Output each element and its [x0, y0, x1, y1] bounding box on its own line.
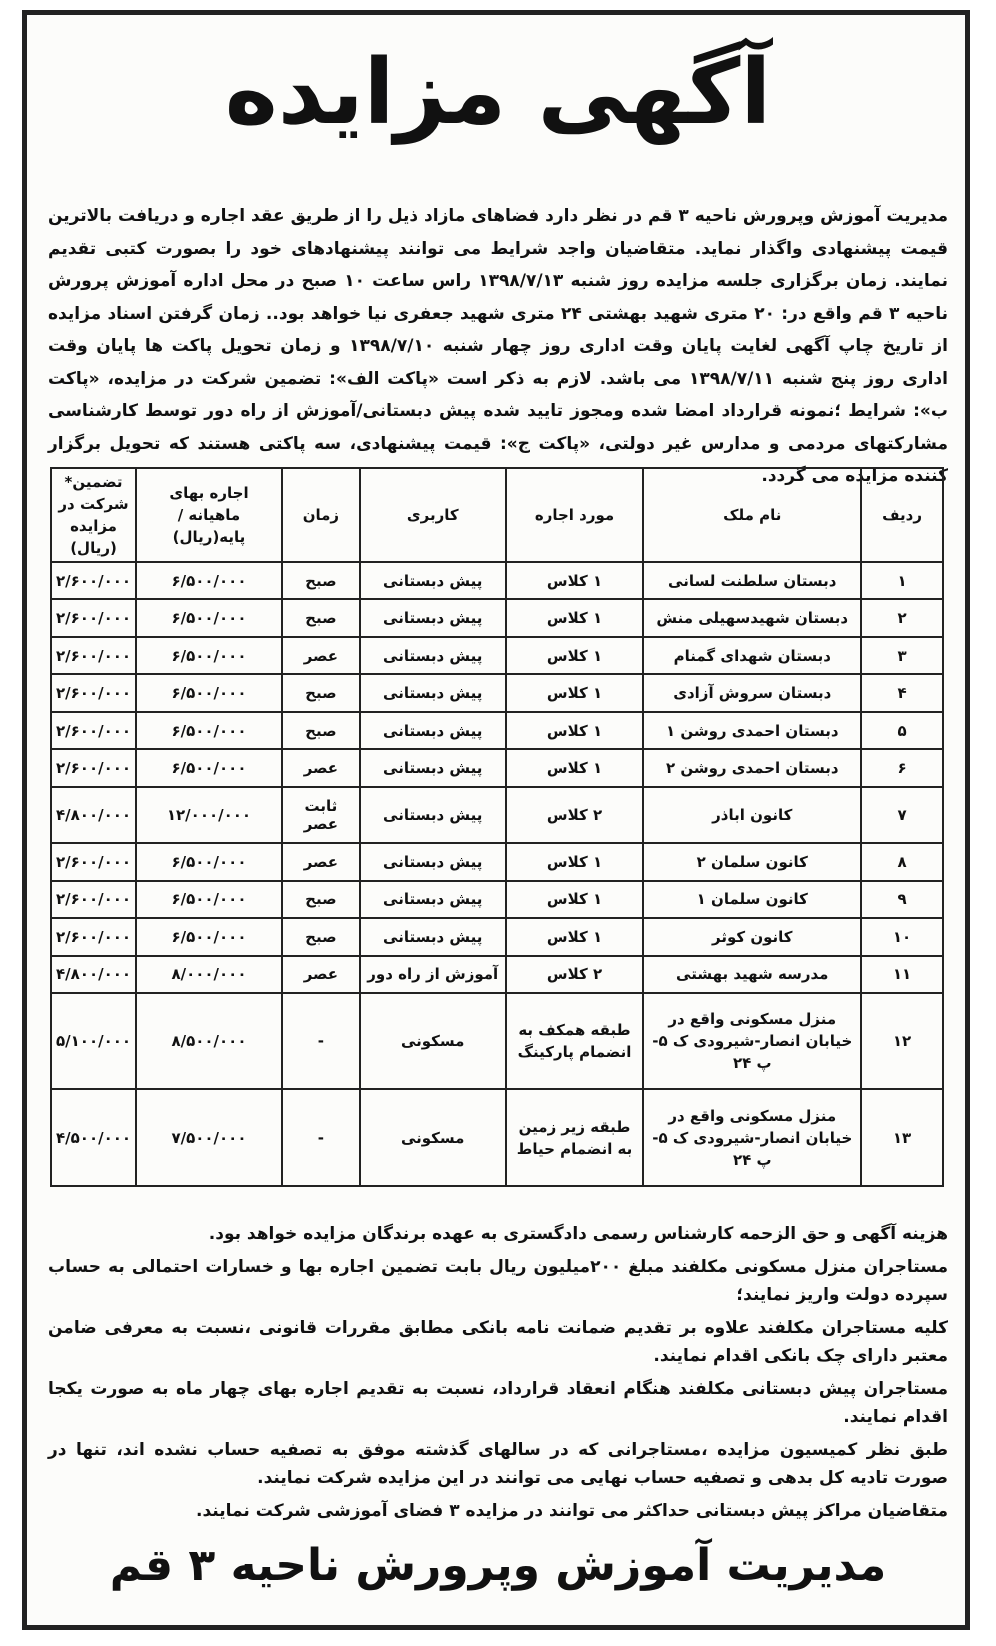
cell-lease-item: ۱ کلاس [506, 918, 644, 955]
cell-monthly-rent: ۷/۵۰۰/۰۰۰ [136, 1089, 282, 1186]
cell-time: عصر [282, 843, 360, 880]
footer-signature: مدیریت آموزش وپرورش ناحیه ۳ قم [109, 1540, 887, 1591]
cell-property-name: دبستان شهدای گمنام [643, 637, 861, 674]
table-row [51, 956, 943, 993]
cell-time: صبح [282, 881, 360, 918]
cell-lease-item: ۱ کلاس [506, 881, 644, 918]
table-row [51, 993, 943, 1089]
cell-monthly-rent: ۶/۵۰۰/۰۰۰ [136, 881, 282, 918]
cell-time: صبح [282, 562, 360, 599]
note-item: هزینه آگهی و حق الزحمه کارشناس رسمی دادگستری به عهده برندگان مزایده خواهد بود. [208, 1224, 948, 1244]
cell-lease-item: ۱ کلاس [506, 674, 644, 711]
table-row [51, 787, 943, 843]
table-row [51, 1089, 943, 1186]
cell-usage: پیش دبستانی [360, 881, 506, 918]
cell-property-name: کانون سلمان ۲ [643, 843, 861, 880]
header-row-number: ردیف [861, 468, 943, 562]
note-item: متقاضیان مراکز پیش دبستانی حداکثر می توانند در مزایده ۳ فضای آموزشی شرکت نمایند. [196, 1500, 948, 1521]
cell-deposit: ۴/۸۰۰/۰۰۰ [51, 787, 136, 843]
cell-property-name: دبستان احمدی روشن ۱ [643, 712, 861, 749]
cell-row-number: ۲ [861, 599, 943, 636]
cell-property-name: دبستان سلطنت لسانی [643, 562, 861, 599]
cell-row-number: ۱ [861, 562, 943, 599]
cell-lease-item: ۱ کلاس [506, 749, 644, 786]
cell-property-name: دبستان سروش آزادی [643, 674, 861, 711]
cell-property-name: دبستان احمدی روشن ۲ [643, 749, 861, 786]
cell-usage: پیش دبستانی [360, 843, 506, 880]
cell-deposit: ۵/۱۰۰/۰۰۰ [51, 993, 136, 1089]
cell-row-number: ۱۳ [861, 1089, 943, 1186]
table-row [51, 599, 943, 636]
header-usage: کاربری [360, 468, 506, 562]
cell-time: - [282, 1089, 360, 1186]
table-row [51, 637, 943, 674]
cell-lease-item: طبقه همکف به انضمام پارکینگ [506, 993, 644, 1089]
notes-section [48, 1220, 948, 1529]
cell-row-number: ۶ [861, 749, 943, 786]
cell-monthly-rent: ۶/۵۰۰/۰۰۰ [136, 712, 282, 749]
cell-row-number: ۱۲ [861, 993, 943, 1089]
cell-row-number: ۱۰ [861, 918, 943, 955]
table-row [51, 674, 943, 711]
cell-property-name: کانون کوثر [643, 918, 861, 955]
cell-monthly-rent: ۸/۵۰۰/۰۰۰ [136, 993, 282, 1089]
cell-property-name: دبستان شهیدسهیلی منش [643, 599, 861, 636]
cell-time: صبح [282, 918, 360, 955]
cell-usage: پیش دبستانی [360, 918, 506, 955]
cell-property-name: منزل مسکونی واقع در خیابان انصار-شیرودی ک ۵-پ ۲۴ [643, 993, 861, 1089]
cell-lease-item: ۱ کلاس [506, 562, 644, 599]
cell-row-number: ۳ [861, 637, 943, 674]
cell-deposit: ۲/۶۰۰/۰۰۰ [51, 674, 136, 711]
cell-usage: پیش دبستانی [360, 599, 506, 636]
cell-monthly-rent: ۶/۵۰۰/۰۰۰ [136, 674, 282, 711]
cell-row-number: ۹ [861, 881, 943, 918]
cell-monthly-rent: ۶/۵۰۰/۰۰۰ [136, 843, 282, 880]
table-row [51, 843, 943, 880]
header-time: زمان [282, 468, 360, 562]
cell-usage: آموزش از راه دور [360, 956, 506, 993]
note-item: کلیه مستاجران مکلفند علاوه بر تقدیم ضمانت نامه بانکی مطابق مقررات قانونی ،نسبت به معرفی ضامن معتبر دارای چک بانکی اقدام نمایند. [48, 1317, 948, 1366]
cell-monthly-rent: ۶/۵۰۰/۰۰۰ [136, 918, 282, 955]
table-header-row [51, 468, 943, 562]
header-property-name: نام ملک [643, 468, 861, 562]
cell-usage: پیش دبستانی [360, 787, 506, 843]
cell-lease-item: ۱ کلاس [506, 599, 644, 636]
cell-usage: مسکونی [360, 1089, 506, 1186]
intro-paragraph: مدیریت آموزش وپرورش ناحیه ۳ قم در نظر دارد فضاهای مازاد ذیل را از طریق عقد اجاره و دریافت بالاترین قیمت پیشنهادی واگذار نماید. متقاضیان واجد شرایط می توانند پیشنهادهای خود را بصورت کتبی تقدیم نمایند. زمان برگزاری جلسه مزایده روز شنبه ۱۳۹۸/۷/۱۳ راس ساعت ۱۰ صبح در محل اداره آموزش پرورش ناحیه ۳ قم واقع در: ۲۰ متری شهید بهشتی ۲۴ متری شهید جعفری نیا خواهد بود.. زمان گرفتن اسناد مزایده از تاریخ چاپ آگهی لغایت پایان وقت اداری روز چهار شنبه ۱۳۹۸/۷/۱۰ و زمان تحویل پاکت ها پایان وقت اداری روز پنج شنبه ۱۳۹۸/۷/۱۱ می باشد. لازم به ذکر است «پاکت الف»: تضمین شرکت در مزایده، «پاکت ب»: شرایط ؛نمونه قرارداد امضا شده ومجوز تایید شده پیش دبستانی/آموزش از راه دور توسط کارشناسی مشارکتهای مردمی و مدارس غیر دولتی، «پاکت ج»: قیمت پیشنهادی، سه پاکتی هستند که تحویل برگزار کننده مزایده می گردد. [48, 206, 948, 486]
cell-lease-item: ۱ کلاس [506, 637, 644, 674]
table-row [51, 749, 943, 786]
cell-row-number: ۱۱ [861, 956, 943, 993]
table-row [51, 918, 943, 955]
note-item: طبق نظر کمیسیون مزایده ،مستاجرانی که در سالهای گذشته موفق به تصفیه حساب نشده اند، تنها در صورت تادیه کل بدهی و تصفیه حساب نهایی می توانند در این مزایده شرکت نمایند. [48, 1439, 948, 1488]
cell-deposit: ۲/۶۰۰/۰۰۰ [51, 843, 136, 880]
cell-deposit: ۴/۵۰۰/۰۰۰ [51, 1089, 136, 1186]
cell-time: عصر [282, 749, 360, 786]
cell-row-number: ۴ [861, 674, 943, 711]
page-title: آگهی مزایده [224, 40, 772, 145]
cell-usage: پیش دبستانی [360, 674, 506, 711]
note-item: مستاجران منزل مسکونی مکلفند مبلغ ۲۰۰میلیون ریال بابت تضمین اجاره بها و خسارات احتمالی به حساب سپرده دولت واریز نمایند؛ [48, 1256, 948, 1305]
table-row [51, 562, 943, 599]
cell-usage: پیش دبستانی [360, 749, 506, 786]
cell-deposit: ۲/۶۰۰/۰۰۰ [51, 562, 136, 599]
cell-usage: مسکونی [360, 993, 506, 1089]
cell-usage: پیش دبستانی [360, 712, 506, 749]
cell-time: صبح [282, 712, 360, 749]
cell-lease-item: ۱ کلاس [506, 843, 644, 880]
table-row [51, 712, 943, 749]
header-lease-item: مورد اجاره [506, 468, 644, 562]
cell-monthly-rent: ۶/۵۰۰/۰۰۰ [136, 749, 282, 786]
cell-monthly-rent: ۶/۵۰۰/۰۰۰ [136, 562, 282, 599]
cell-deposit: ۴/۸۰۰/۰۰۰ [51, 956, 136, 993]
header-deposit: تضمین* شرکت در مزایده (ریال) [51, 468, 136, 562]
cell-row-number: ۸ [861, 843, 943, 880]
cell-property-name: مدرسه شهید بهشتی [643, 956, 861, 993]
cell-lease-item: ۱ کلاس [506, 712, 644, 749]
cell-time: ثابت عصر [282, 787, 360, 843]
cell-row-number: ۷ [861, 787, 943, 843]
cell-monthly-rent: ۶/۵۰۰/۰۰۰ [136, 637, 282, 674]
cell-lease-item: طبقه زیر زمین به انضمام حیاط [506, 1089, 644, 1186]
cell-property-name: منزل مسکونی واقع در خیابان انصار-شیرودی ک ۵-پ ۲۴ [643, 1089, 861, 1186]
cell-property-name: کانون اباذر [643, 787, 861, 843]
cell-monthly-rent: ۱۲/۰۰۰/۰۰۰ [136, 787, 282, 843]
cell-usage: پیش دبستانی [360, 562, 506, 599]
cell-row-number: ۵ [861, 712, 943, 749]
cell-lease-item: ۲ کلاس [506, 787, 644, 843]
cell-time: عصر [282, 637, 360, 674]
cell-time: صبح [282, 599, 360, 636]
cell-deposit: ۲/۶۰۰/۰۰۰ [51, 918, 136, 955]
cell-lease-item: ۲ کلاس [506, 956, 644, 993]
cell-usage: پیش دبستانی [360, 637, 506, 674]
auction-table [50, 467, 944, 1187]
note-item: مستاجران پیش دبستانی مکلفند هنگام انعقاد قرارداد، نسبت به تقدیم اجاره بهای چهار ماه به صورت یکجا اقدام نمایند. [48, 1378, 948, 1427]
cell-monthly-rent: ۶/۵۰۰/۰۰۰ [136, 599, 282, 636]
cell-monthly-rent: ۸/۰۰۰/۰۰۰ [136, 956, 282, 993]
header-monthly-rent: اجاره بهای ماهیانه / پایه(ریال) [136, 468, 282, 562]
cell-time: صبح [282, 674, 360, 711]
cell-deposit: ۲/۶۰۰/۰۰۰ [51, 749, 136, 786]
cell-property-name: کانون سلمان ۱ [643, 881, 861, 918]
cell-deposit: ۲/۶۰۰/۰۰۰ [51, 712, 136, 749]
cell-deposit: ۲/۶۰۰/۰۰۰ [51, 637, 136, 674]
cell-deposit: ۲/۶۰۰/۰۰۰ [51, 599, 136, 636]
table-row [51, 881, 943, 918]
cell-time: - [282, 993, 360, 1089]
cell-time: عصر [282, 956, 360, 993]
cell-deposit: ۲/۶۰۰/۰۰۰ [51, 881, 136, 918]
